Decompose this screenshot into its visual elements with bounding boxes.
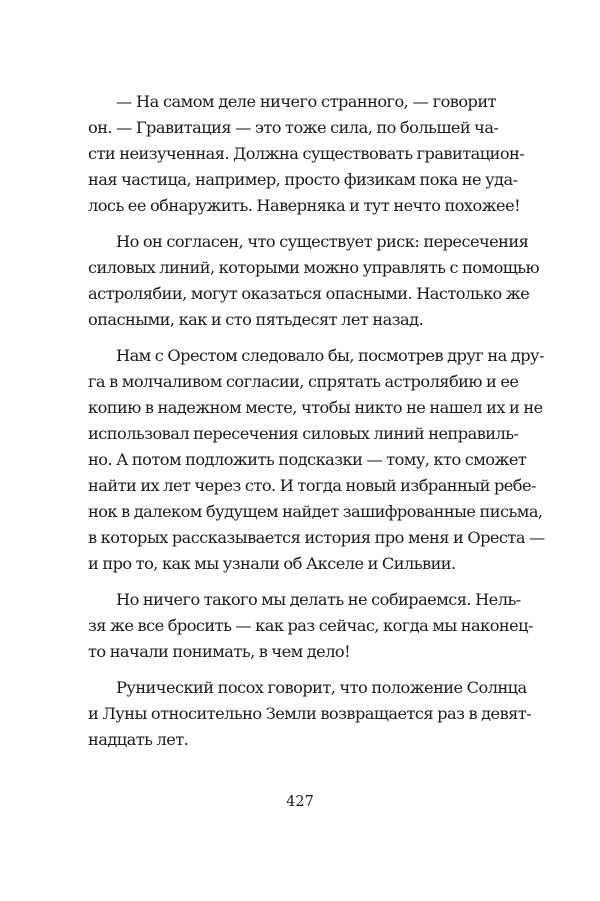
text-line: га в молчаливом согласии, спрятать астролябию и ее	[88, 372, 519, 391]
text-line: нок в далеком будущем найдет зашифрованные письма,	[88, 502, 543, 521]
text-line: он. — Гравитация — это тоже сила, по большей ча-	[88, 118, 499, 137]
text-line: лось ее обнаружить. Наверняка и тут нечто похожее!	[88, 196, 521, 215]
text-line: силовых линий, которыми можно управлять с помощью	[88, 258, 540, 277]
text-line: Но он согласен, что существует риск: пересечения	[116, 232, 529, 251]
text-line: копию в надежном месте, чтобы никто не нашел их и не	[88, 398, 543, 417]
text-line: и про то, как мы узнали об Акселе и Сильвии.	[88, 554, 456, 573]
text-line: Нам с Орестом следовало бы, посмотрев друг на дру-	[116, 346, 544, 365]
text-line: астролябии, могут оказаться опасными. Настолько же	[88, 284, 530, 303]
page-number: 427	[286, 794, 314, 810]
paragraph	[88, 89, 525, 219]
text-line: надцать лет.	[88, 730, 189, 749]
body-text	[88, 89, 545, 753]
text-line: но. А потом подложить подсказки — тому, кто сможет	[88, 450, 527, 469]
paragraph	[88, 675, 532, 753]
text-line: то начали понимать, в чем дело!	[88, 642, 351, 661]
text-line: в которых рассказывается история про меня и Ореста —	[88, 528, 545, 547]
text-line: — На самом деле ничего странного, — говорит	[116, 92, 496, 111]
text-line: зя же все бросить — как раз сейчас, когда мы наконец-	[88, 616, 533, 635]
paragraph	[88, 587, 533, 665]
paragraph	[88, 229, 540, 333]
text-line: опасными, как и сто пятьдесят лет назад.	[88, 310, 424, 329]
text-line: сти неизученная. Должна существовать гравитацион-	[88, 144, 525, 163]
text-line: ная частица, например, просто физикам пока не уда-	[88, 170, 518, 189]
paragraph	[88, 343, 545, 577]
text-line: Рунический посох говорит, что положение Солнца	[116, 678, 527, 697]
text-line: найти их лет через сто. И тогда новый избранный ребе-	[88, 476, 536, 495]
text-line: использовал пересечения силовых линий неправиль-	[88, 424, 519, 443]
text-line: и Луны относительно Земли возвращается раз в девят-	[88, 704, 532, 723]
text-line: Но ничего такого мы делать не собираемся. Нель-	[116, 590, 521, 609]
